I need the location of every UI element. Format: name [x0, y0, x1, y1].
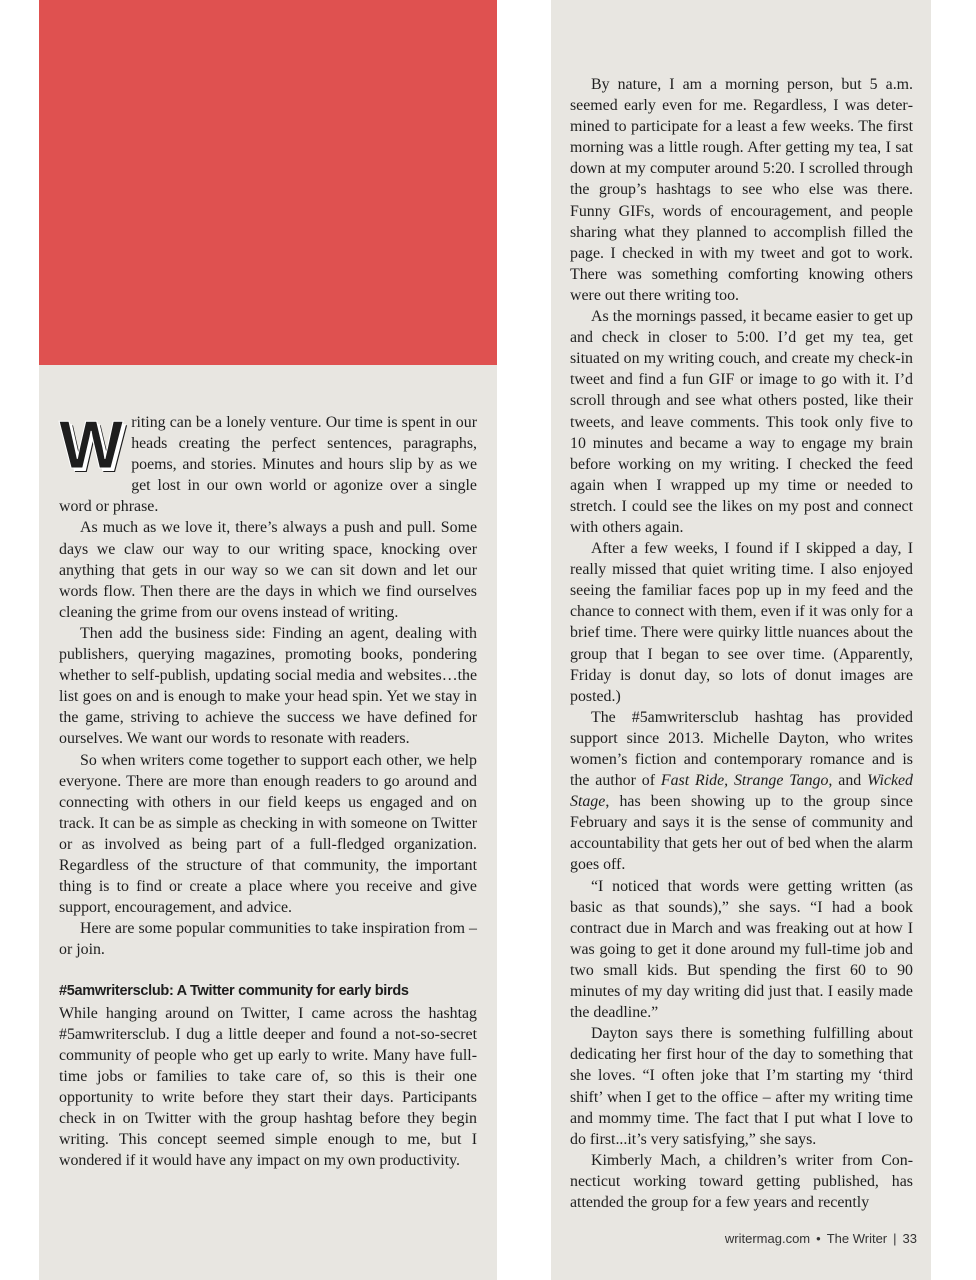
section-heading: #5amwritersclub: A Twitter community for early birds	[59, 983, 409, 1000]
paragraph: “I noticed that words were getting written (as basic as that sounds),” she says. “I had a book contract due in March and was freaking out at how I was going to get it done around my full-time job and two small kids. But spending the first 60 to 90 minutes of my day writing did just that. I easily made the deadline.”	[570, 877, 913, 1022]
drop-cap: W	[59, 407, 124, 483]
paragraph: By nature, I am a morning person, but 5 a.m. seemed early even for me. Regardless, I was determined to participate for a least a few weeks. The first morning was a little rough. After getting my tea, I sat down at my computer around 5:20. I scrolled through the group’s hashtags to see who else was there. Funny GIFs, words of encouragement, and people sharing what they planned to accomplish filled the page. I checked in with my tweet and got to work. There was something comforting knowing others were out there writing too.	[570, 76, 913, 304]
paragraph: Here are some popular communities to take inspiration from – or join.	[59, 920, 477, 959]
paragraph: As the mornings passed, it became easier to get up and check in closer to 5:00. I’d get my tea, get situated on my writing couch, and create my check-in tweet and find a fun GIF or image to go with it. I’d scroll through and see what others posted, like their tweets, and leave comments. This took only five to 10 minutes and became a way to engage my brain before working on my writing. I checked the feed again when I wrapped up my time or needed to stretch. I could see the likes on my post and connect with others again.	[570, 308, 913, 536]
left-column	[39, 0, 497, 1280]
paragraph	[570, 707, 913, 876]
decorative-red-block	[39, 0, 497, 365]
intro-text: riting can be a lonely venture. Our time is spent in our heads creating the perfect sentences, paragraphs, poems, and stories. Minutes and hours slip by as we get lost in our own world or agonize over a single word or phrase.	[59, 414, 477, 516]
footer-magazine: The Writer	[826, 1231, 888, 1246]
page-footer	[725, 1231, 917, 1246]
paragraph: As much as we love it, there’s always a push and pull. Some days we claw our way to our writing space, knocking over anything that gets in our way so we can sit down and let our words flow. Then there are the days in which we find ourselves cleaning the grime from our ovens instead of writing.	[59, 519, 477, 621]
paragraph: Dayton says there is something fulfilling about dedicating her first hour of the day to something that she loves. “I often joke that I’m starting my ‘third shift’ when I get to the office – after my writing time and mommy time. The fact that I put what I love to do first...it’s very satisfying,” she says.	[570, 1025, 913, 1148]
footer-divider: |	[893, 1231, 897, 1246]
text-run: , has been showing up to the group since February and says it is the sense of community and accountability that gets her out of bed when the alarm goes off.	[570, 793, 913, 874]
paragraph: So when writers come together to support each other, we help everyone. There are more than enough readers to go around and connecting with others in our field keeps us engaged and on track. It can be as simple as checking in with someone on Twitter or as involved as being part of a full-fledged organization. Regardless of the structure of that community, the important thing is to find or create a place where you receive and give support, encouragement, and advice.	[59, 751, 477, 917]
text-run: and	[832, 772, 868, 790]
right-column	[551, 0, 931, 1280]
intro-paragraph	[59, 407, 477, 517]
page-number: 33	[902, 1231, 917, 1246]
footer-bullet: •	[816, 1231, 821, 1246]
book-title: Fast Ride, Strange Tango,	[660, 772, 833, 790]
paragraph: Then add the business side: Finding an agent, dealing with publishers, querying magazines, promoting books, pondering whether to self-publish, updating social media and websites…the list goes on and is enough to make your head spin. Yet we stay in the game, striving to achieve the success we have defined for ourselves. We want our words to resonate with readers.	[59, 624, 477, 748]
left-article-text	[59, 407, 477, 1171]
section-body: While hanging around on Twitter, I came across the hashtag #5amwritersclub. I dug a little deeper and found a not-so-secret community of people who get up early to write. Many have full-time jobs or families to take care of, so this is their one opportunity to write before they start their days. Participants check in on Twitter with the group hashtag before they begin writing. This concept seemed simple enough to me, but I wondered if it would have any impact on my own productivity.	[59, 1004, 477, 1170]
right-article-text	[570, 74, 913, 1213]
paragraph: Kimberly Mach, a children’s writer from Connecticut working toward getting published, has attended the group for a few years and recently	[570, 1151, 913, 1211]
paragraph: After a few weeks, I found if I skipped a day, I really missed that quiet writing time. I also enjoyed seeing the familiar faces pop up in my feed and the chance to connect with them, even if it was only for a brief time. There were quirky little nuances about the group that I began to see over time. (Apparently, Friday is donut day, so lots of donut images are posted.)	[570, 540, 913, 705]
text-run: The #5amwritersclub hashtag has provided support since 2013. Michelle Dayton, who writes women’s fiction and contemporary romance and is the author of	[570, 708, 913, 790]
book-title: Wicked Stage	[570, 772, 914, 811]
footer-site: writermag.com	[724, 1231, 811, 1246]
